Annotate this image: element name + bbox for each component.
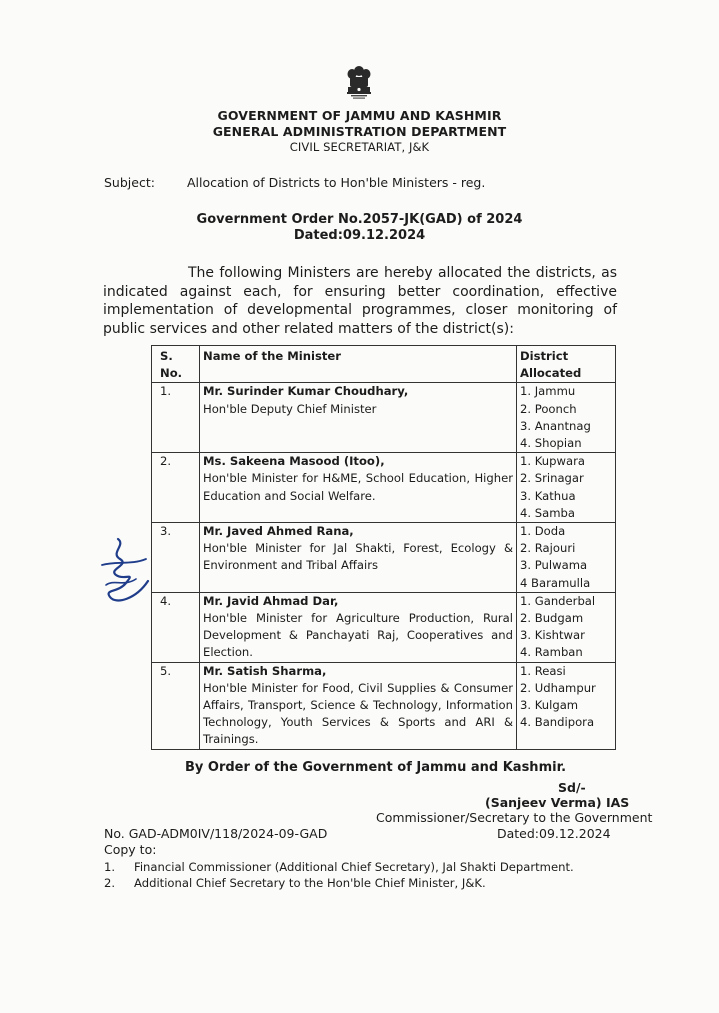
row-sno: 5. [152,662,200,749]
district-item: 2. Poonch [520,401,577,416]
table-row [152,453,616,523]
allocation-table [151,345,616,750]
header-district: District Allocated [517,346,616,383]
copy-to-item: 1. Financial Commissioner (Additional Chief Secretary), Jal Shakti Department. [104,860,574,874]
row-districts [517,383,616,453]
minister-name: Mr. Surinder Kumar Choudhary, [203,384,409,399]
district-item: 1. Kupwara [520,454,585,469]
row-minister [200,383,517,453]
district-item: 4. Bandipora [520,715,595,730]
by-order-line: By Order of the Government of Jammu and Kashmir. [185,760,567,775]
subject-text: Allocation of Districts to Hon'ble Ministers - reg. [187,175,486,190]
table-row [152,383,616,453]
district-item: 1. Reasi [520,663,566,678]
district-item: 2. Budgam [520,611,584,626]
row-sno: 1. [152,383,200,453]
district-item: 2. Srinagar [520,471,584,486]
header-minister-name: Name of the Minister [200,346,517,383]
signer-name: (Sanjeev Verma) IAS [485,795,630,810]
district-item: 1. Ganderbal [520,593,596,608]
district-item: 3. Kulgam [520,698,579,713]
row-minister [200,592,517,662]
row-sno: 2. [152,453,200,523]
table-row [152,523,616,593]
district-item: 2. Rajouri [520,541,576,556]
row-districts [517,592,616,662]
district-item: 2. Udhampur [520,680,596,695]
district-item: 1. Jammu [520,384,576,399]
district-item: 4. Ramban [520,645,583,660]
district-item: 3. Pulwama [520,558,588,573]
minister-portfolio: Hon'ble Minister for Jal Shakti, Forest, Ecology & Environment and Tribal Affairs [203,541,513,573]
table-row [152,592,616,662]
row-districts [517,453,616,523]
national-emblem-icon [344,64,374,108]
reference-date: Dated:09.12.2024 [497,826,611,841]
district-item: 4 Baramulla [520,575,591,590]
secretariat-heading: CIVIL SECRETARIAT, J&K [289,140,430,154]
row-minister [200,453,517,523]
minister-portfolio: Hon'ble Minister for H&ME, School Education, Higher Education and Social Welfare. [203,471,513,503]
minister-name: Ms. Sakeena Masood (Itoo), [203,454,385,469]
district-item: 1. Doda [520,524,566,539]
order-title: Government Order No.2057-JK(GAD) of 2024 [196,212,523,227]
signer-designation: Commissioner/Secretary to the Government [376,810,653,825]
copy-to-label: Copy to: [104,842,157,857]
table-row [152,662,616,749]
minister-name: Mr. Satish Sharma, [203,663,327,678]
subject-label: Subject: [104,175,155,190]
row-districts [517,662,616,749]
row-sno: 3. [152,523,200,593]
district-item: 3. Kathua [520,488,576,503]
minister-name: Mr. Javid Ahmad Dar, [203,593,339,608]
district-item: 4. Samba [520,505,575,520]
minister-name: Mr. Javed Ahmed Rana, [203,524,354,539]
table-header-row [152,346,616,383]
district-item: 3. Anantnag [520,418,591,433]
reference-number: No. GAD-ADM0IV/118/2024-09-GAD [104,826,328,841]
district-item: 3. Kishtwar [520,628,585,643]
government-heading: GOVERNMENT OF JAMMU AND KASHMIR [217,108,502,123]
row-minister [200,523,517,593]
row-minister [200,662,517,749]
copy-to-item: 2. Additional Chief Secretary to the Hon'ble Chief Minister, J&K. [104,876,486,890]
minister-portfolio: Hon'ble Minister for Agriculture Production, Rural Development & Panchayati Raj, Cooperatives and Election. [203,611,513,660]
row-districts [517,523,616,593]
minister-portfolio: Hon'ble Deputy Chief Minister [203,401,377,416]
header-sno: S. No. [152,346,200,383]
order-date: Dated:09.12.2024 [293,228,426,243]
sd-mark: Sd/- [558,780,586,795]
handwritten-signature [96,535,154,610]
minister-portfolio: Hon'ble Minister for Food, Civil Supplies & Consumer Affairs, Transport, Science & Technology, Information Technology, Youth Services & Sports and ARI & Trainings. [203,680,513,747]
row-sno: 4. [152,592,200,662]
district-item: 4. Shopian [520,436,582,451]
department-heading: GENERAL ADMINISTRATION DEPARTMENT [212,124,507,139]
intro-paragraph: The following Ministers are hereby allocated the districts, as indicated against each, for ensuring better coordination, effective implementation of developmental programmes, closer monitoring of public services and other related matters of the district(s): [103,265,617,337]
